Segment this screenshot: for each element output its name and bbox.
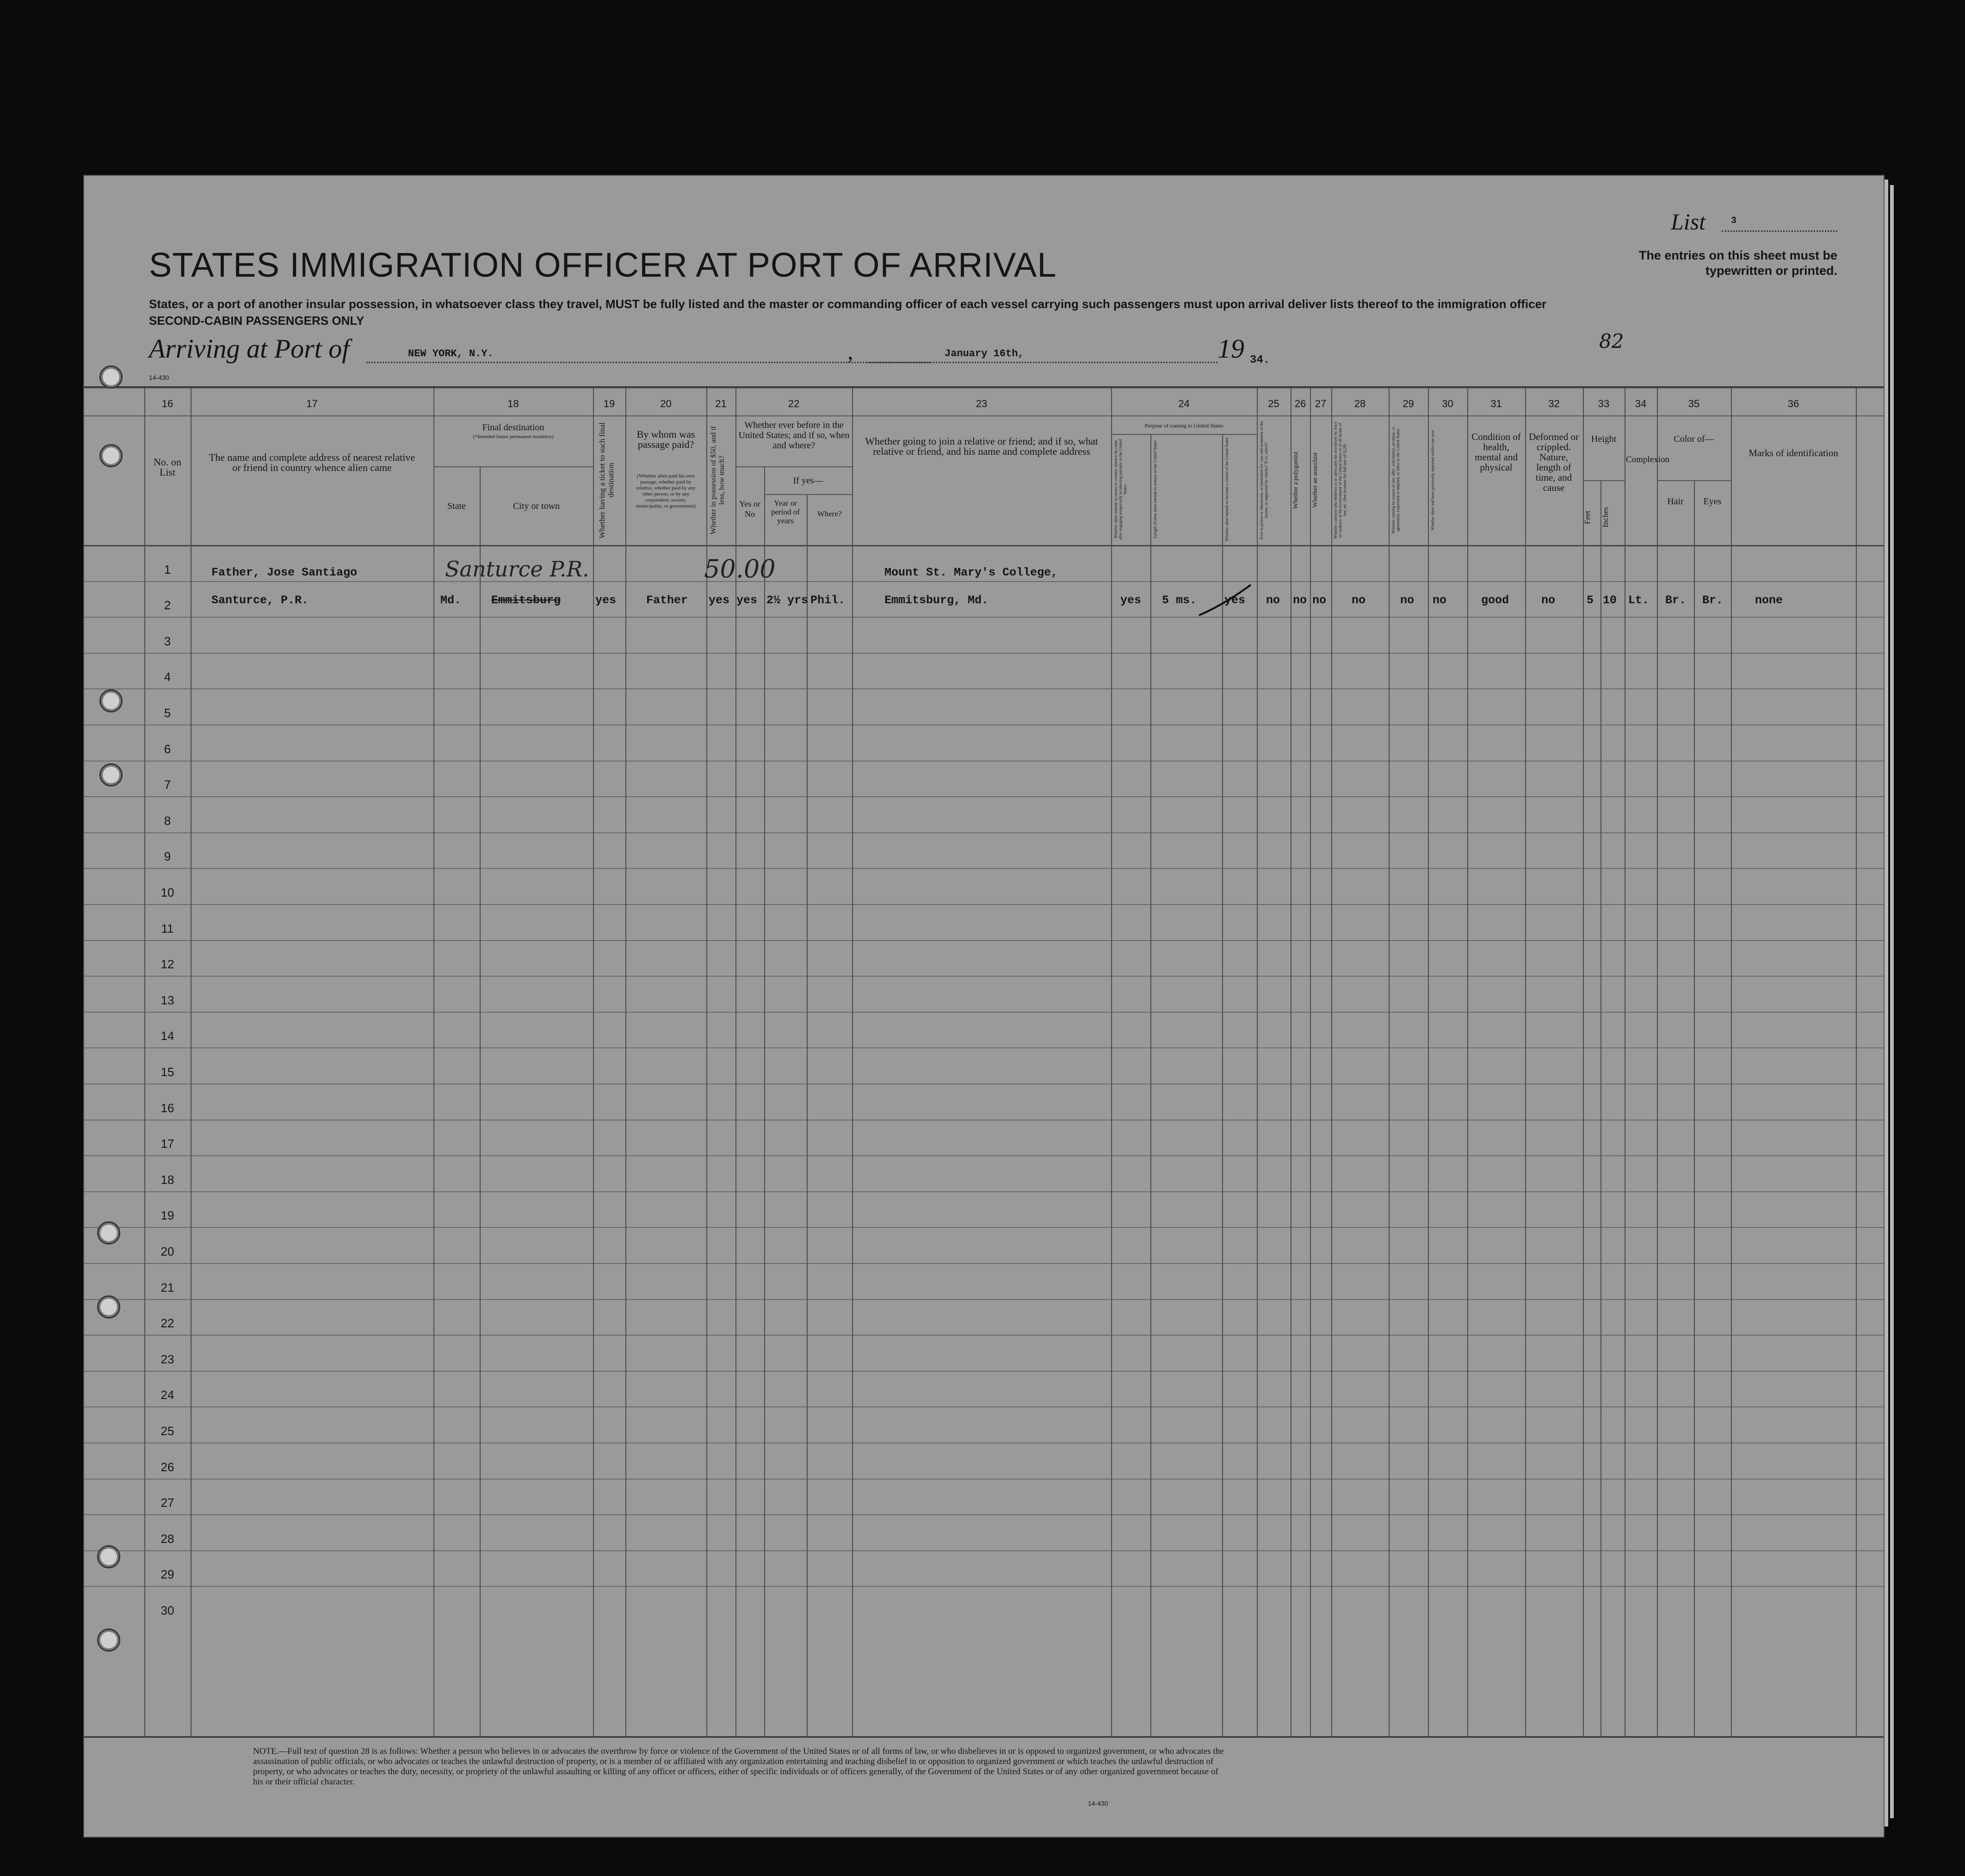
header-height: Height [1591,434,1617,444]
row-number: 4 [164,670,171,684]
header-final-destination-note: (*Intended future permanent residence) [473,434,554,440]
rule [1111,434,1257,435]
date-value: January 16th, [945,348,1024,359]
prison-value: no [1266,594,1280,607]
q28-value: no [1352,594,1366,607]
row-rule [84,761,1884,762]
row-rule [84,832,1884,833]
header-ticket: Whether having a ticket to such final destination [598,422,615,539]
row-rule [84,1191,1884,1192]
header-feet: Feet [1583,510,1592,524]
col-rule [1257,388,1258,1736]
eyes-value: Br. [1702,594,1724,607]
header-health: Condition of health, mental and physical [1471,431,1521,473]
row-number: 27 [161,1496,174,1510]
column-number: 18 [507,398,519,409]
period-value: 2½ yrs [766,594,809,607]
row-rule [84,1514,1884,1515]
header-complexion: Complexion [1626,455,1669,464]
hair-value: Br. [1665,594,1687,607]
column-number: 21 [715,398,727,409]
column-number: 23 [976,398,988,409]
handwritten-destination: Santurce P.R. [445,557,589,582]
row-rule [84,904,1884,905]
row-number: 9 [164,849,171,864]
list-label: List [1671,209,1706,235]
entries-note: The entries on this sheet must be typewritten or printed. [1638,248,1837,278]
binder-hole [99,444,123,467]
row-number: 25 [161,1424,174,1438]
q30-value: no [1433,594,1447,607]
column-number: 22 [788,398,800,409]
binder-hole [97,1628,120,1652]
column-number: 36 [1787,398,1799,409]
row-rule [84,1155,1884,1156]
column-number: 17 [306,398,318,409]
header-deformed: Deformed or crippled. Nature, length of time, and cause [1529,431,1579,493]
row-rule [84,796,1884,797]
col-rule [433,388,434,1736]
dest-city: Emmitsburg [491,594,561,607]
row-number: 26 [161,1460,174,1474]
row-number: 28 [161,1531,174,1546]
col-rule [1694,480,1695,1736]
col-rule [191,388,192,1736]
page-number: 82 [1599,330,1624,353]
header-possession-50: Whether in possession of $50, and if less, how much? [710,426,726,535]
header-nearest-relative: The name and complete address of nearest relative or friend in country whence alien came [209,452,415,473]
purpose-length-value: 5 ms. [1162,594,1197,607]
handwritten-money: 50.00 [704,554,776,583]
paid-by-value: Father [646,594,688,607]
col-rule [1467,388,1468,1736]
row-number: 1 [164,562,171,576]
header-if-yes: If yes— [793,476,823,486]
row-rule [84,976,1884,977]
binder-hole [97,1221,120,1244]
manifest-table [84,386,1884,1738]
row-number: 2 [164,598,171,613]
header-yes-or-no: Yes or No [739,499,760,519]
col-rule [144,388,145,1736]
row-rule [84,1012,1884,1013]
col-rule [1657,388,1658,1736]
col-rule [1731,388,1732,1736]
column-number: 19 [603,398,615,409]
port-value: NEW YORK, N.Y. [408,348,494,359]
col-rule [1331,388,1332,1736]
inches-value: 10 [1603,594,1617,607]
comma-separator: , [847,338,853,364]
row-number: 8 [164,813,171,828]
col-rule [735,388,736,1736]
header-hair: Hair [1667,496,1684,507]
row-rule [84,1083,1884,1084]
col-rule [1389,388,1390,1736]
row-rule [84,1406,1884,1407]
header-color-of: Color of— [1674,434,1714,444]
list-number: 3 [1731,216,1737,226]
column-number: 26 [1294,398,1306,409]
possession-value: yes [709,594,730,607]
ticket-value: yes [595,594,617,607]
row-number: 6 [164,742,171,756]
row-rule [84,653,1884,654]
footnote-code: 14-430 [1088,1800,1108,1807]
row-number: 24 [161,1388,174,1402]
col-rule [1150,434,1151,1736]
header-ever-before: Whether ever before in the United States; and if so, when and where? [738,420,850,451]
manifest-sheet [83,175,1885,1838]
header-anarchist: Whether an anarchist [1312,452,1319,508]
header-no-on-list: No. on List [154,456,181,478]
col-rule [807,494,808,1736]
date-line [866,362,1217,363]
arriving-label: Arriving at Port of [149,334,350,364]
rule [735,466,852,467]
rule [1657,480,1731,481]
marks-value: none [1755,594,1783,607]
row-number: 3 [164,634,171,648]
row-number: 30 [161,1604,174,1617]
binder-hole [97,1295,120,1319]
rule [84,415,1884,416]
form-subtitle: States, or a port of another insular possession, in whatsoever class they travel, MUST be fully listed and the master or commanding officer of each vessel carrying such passengers must upon arrival deliver lists thereof to the immigration officer [149,297,1547,311]
header-by-whom-paid: By whom was passage paid? [636,428,695,450]
purpose-citizen-value: yes [1224,594,1246,607]
col-rule [625,388,626,1736]
rule [84,545,1884,546]
row-rule [84,1227,1884,1228]
column-number: 30 [1442,398,1453,409]
row-rule [84,688,1884,689]
row-rule [84,1299,1884,1300]
join-address: Emmitsburg, Md. [884,594,989,607]
row-number: 29 [161,1567,174,1582]
year-suffix: 34. [1250,354,1270,366]
row-number: 13 [161,993,174,1007]
polygamist-value: no [1293,594,1307,607]
col-rule [1428,388,1429,1736]
column-number: 24 [1178,398,1190,409]
where-value: Phil. [810,594,846,607]
relative-address: Santurce, P.R. [211,594,309,607]
column-number: 25 [1268,398,1279,409]
deformed-value: no [1541,594,1556,607]
col-rule [1310,388,1311,1736]
row-number: 7 [164,778,171,792]
year-prefix: 19 [1217,334,1244,364]
rule [764,494,852,495]
column-number: 33 [1598,398,1610,409]
binder-hole [99,365,123,389]
header-q30: Whether alien had been previously deported within one year [1430,430,1435,531]
health-value: good [1481,594,1509,607]
col-rule [593,388,594,1736]
header-state: State [447,501,466,511]
header-purpose-length: Length of time alien intends to remain in the United States [1153,440,1157,539]
col-rule [1525,388,1526,1736]
row-number: 19 [161,1208,174,1223]
complexion-value: Lt. [1628,594,1650,607]
row-number: 18 [161,1172,174,1187]
row-number: 17 [161,1137,174,1151]
header-purpose-citizen: Whether alien intends to become a citizen of the United States [1224,437,1229,542]
row-number: 14 [161,1029,174,1043]
dest-state: Md. [440,594,462,607]
header-year-or-period: Year or period of years [771,499,800,525]
header-polygamist: Whether a polygamist [1292,452,1299,509]
rule [1583,480,1625,481]
header-q28: Whether a person who believes in or advocates the overthrow by force or violence of the Government of the United States or of all forms of law, etc. (See footnote for full text of Q.28) [1333,421,1347,539]
row-rule [84,1586,1884,1587]
column-number: 35 [1688,398,1700,409]
row-number: 22 [161,1316,174,1331]
list-number-line [1722,230,1837,232]
form-title: STATES IMMIGRATION OFFICER AT PORT OF ARRIVAL [149,246,1057,284]
row-number: 16 [161,1101,174,1115]
column-number: 28 [1354,398,1366,409]
row-rule [84,1371,1884,1372]
col-rule [764,466,765,1736]
row-rule [84,581,1884,582]
cabin-class: SECOND-CABIN PASSENGERS ONLY [149,314,365,328]
header-city: City or town [513,501,560,511]
row-rule [84,1263,1884,1264]
anarchist-value: no [1312,594,1327,607]
column-number: 34 [1635,398,1647,409]
row-rule [84,1047,1884,1048]
row-number: 23 [161,1352,174,1366]
col-rule [706,388,707,1736]
header-final-destination: Final destination [482,422,544,433]
rule [84,388,1884,389]
column-number: 32 [1548,398,1560,409]
ever-before-value: yes [736,594,758,607]
page-edge [1890,185,1894,1818]
q29-value: no [1400,594,1415,607]
port-line [366,362,931,363]
join-name: Mount St. Mary's College, [884,566,1058,579]
binder-hole [99,763,123,786]
row-number: 5 [164,706,171,720]
header-inches: Inches [1601,507,1610,528]
column-number: 20 [660,398,672,409]
col-rule [480,466,481,1736]
rule [433,466,593,467]
footnote: NOTE.—Full text of question 28 is as follows: Whether a person who believes in or advocates the overthrow by force or violence of the Government of the United States or of all forms of law, or who disbelieves in or is opposed to organized government, or who advocates the assassination of public officials, or who advocates or teaches the unlawful destruction of property, or is a member of or affiliated with any organization entertaining and teaching disbelief in or opposition to organized government or which teaches the unlawful destruction of property, or who advocates or teaches the duty, necessity, or propriety of the unlawful assaulting or killing of any officer or officers, either of specific individuals or of officers generally, of the Government of the United States or of any other organized government because of his or their official character. [253,1746,1224,1787]
col-rule [852,388,853,1736]
col-rule [1856,388,1857,1736]
row-number: 21 [161,1280,174,1294]
column-number: 27 [1315,398,1327,409]
header-eyes: Eyes [1703,496,1722,507]
column-number: 29 [1403,398,1414,409]
col-rule [1111,388,1112,1736]
col-rule [1600,480,1601,1736]
row-rule [84,868,1884,869]
col-rule [1583,388,1584,1736]
row-number: 12 [161,957,174,972]
form-code: 14-430 [149,374,169,381]
row-rule [84,1335,1884,1336]
header-by-whom-paid-note: (Whether alien paid his own passage, whether paid by relative, whether paid by any other person, or by any corporation, society, municipality, or government) [636,473,696,509]
col-rule [1222,434,1223,1736]
header-going-to-join: Whether going to join a relative or friend; and if so, what relative or friend, and his name and complete address [865,435,1098,457]
binder-hole [99,689,123,712]
row-number: 10 [161,885,174,899]
column-number: 16 [161,398,173,409]
feet-value: 5 [1587,594,1594,607]
relative-name: Father, Jose Santiago [211,566,358,579]
header-marks: Marks of identification [1749,447,1838,458]
header-where: Where? [817,509,842,518]
row-rule [84,617,1884,618]
row-rule [84,1120,1884,1121]
header-purpose-return: Whether alien intends to return to country whence he came after engaging temporarily in laboring pursuits in the United States [1113,439,1127,540]
row-number: 15 [161,1065,174,1079]
header-purpose: Purpose of coming to United States [1144,422,1223,429]
pen-stroke [1194,582,1254,619]
row-rule [84,940,1884,941]
row-rule [84,1479,1884,1480]
row-number: 20 [161,1244,174,1258]
header-q29: Whether coming by reason of any offer, solicitation, promise, or agreement, expressed or implied, to labor in the United States [1391,427,1400,534]
row-rule [84,1550,1884,1551]
row-number: 11 [161,921,174,935]
row-rule [84,724,1884,725]
column-number: 31 [1490,398,1502,409]
purpose-return-value: yes [1120,594,1142,607]
header-prison: Ever in prison or almshouse, or institution for care and treatment of the insane, or supported by charity? If so, which? [1259,421,1268,540]
binder-hole [97,1545,120,1568]
